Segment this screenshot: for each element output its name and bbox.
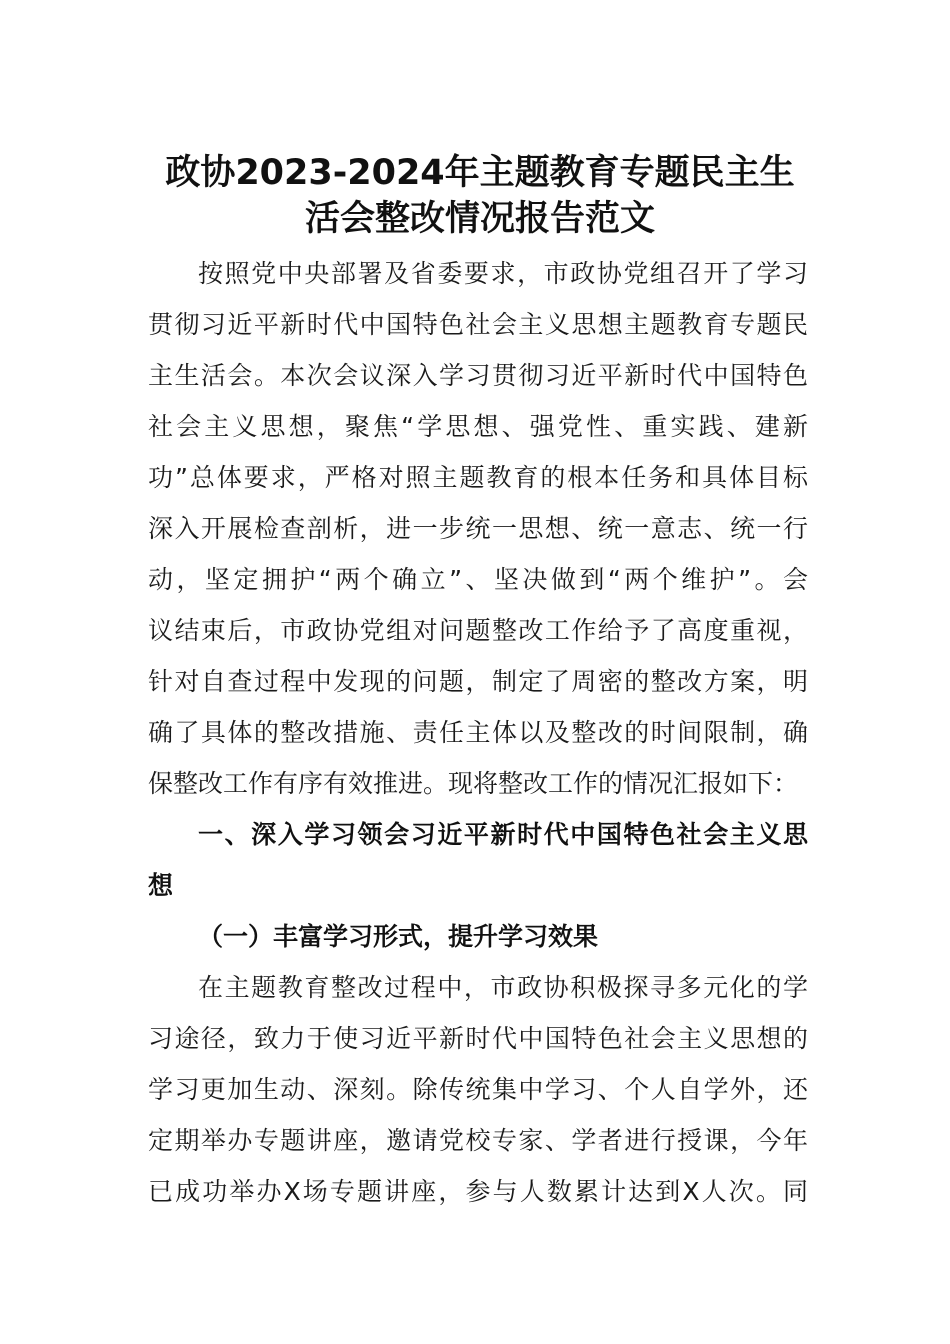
intro-paragraph-line: 深入开展检查剖析，进一步统一思想、统一意志、统一行: [148, 514, 808, 543]
intro-paragraph-line: 按照党中央部署及省委要求，市政协党组召开了学习: [198, 259, 808, 288]
subsection-1-paragraph-line: 在主题教育整改过程中，市政协积极探寻多元化的学: [198, 973, 808, 1002]
intro-paragraph-line: 保整改工作有序有效推进。现将整改工作的情况汇报如下：: [148, 769, 799, 798]
document-title-line-1: 政协2023-2024年主题教育专题民主生: [165, 153, 795, 193]
section-1-heading: 一、深入学习领会习近平新时代中国特色社会主义思: [198, 820, 808, 849]
subsection-1-paragraph-line: 已成功举办X场专题讲座，参与人数累计达到X人次。同: [148, 1177, 808, 1206]
subsection-1-paragraph-line: 习途径，致力于使习近平新时代中国特色社会主义思想的: [148, 1024, 808, 1053]
intro-paragraph-line: 功”总体要求，严格对照主题教育的根本任务和具体目标: [148, 463, 808, 492]
intro-paragraph-line: 动，坚定拥护“两个确立”、坚决做到“两个维护”。会: [148, 565, 808, 594]
document-title-line-2: 活会整改情况报告范文: [304, 199, 655, 239]
subsection-1-paragraph-line: 学习更加生动、深刻。除传统集中学习、个人自学外，还: [148, 1075, 808, 1104]
intro-paragraph-line: 针对自查过程中发现的问题，制定了周密的整改方案，明: [148, 667, 808, 696]
section-1-heading-continued: 想: [148, 871, 174, 900]
subsection-1-heading: （一）丰富学习形式，提升学习效果: [198, 922, 599, 951]
intro-paragraph-line: 确了具体的整改措施、责任主体以及整改的时间限制，确: [148, 718, 808, 747]
intro-paragraph-line: 贯彻习近平新时代中国特色社会主义思想主题教育专题民: [148, 310, 808, 339]
subsection-1-paragraph-line: 定期举办专题讲座，邀请党校专家、学者进行授课，今年: [148, 1126, 808, 1155]
intro-paragraph-line: 议结束后，市政协党组对问题整改工作给予了高度重视，: [148, 616, 808, 645]
intro-paragraph-line: 主生活会。本次会议深入学习贯彻习近平新时代中国特色: [148, 361, 808, 390]
intro-paragraph-line: 社会主义思想，聚焦“学思想、强党性、重实践、建新: [148, 412, 808, 441]
